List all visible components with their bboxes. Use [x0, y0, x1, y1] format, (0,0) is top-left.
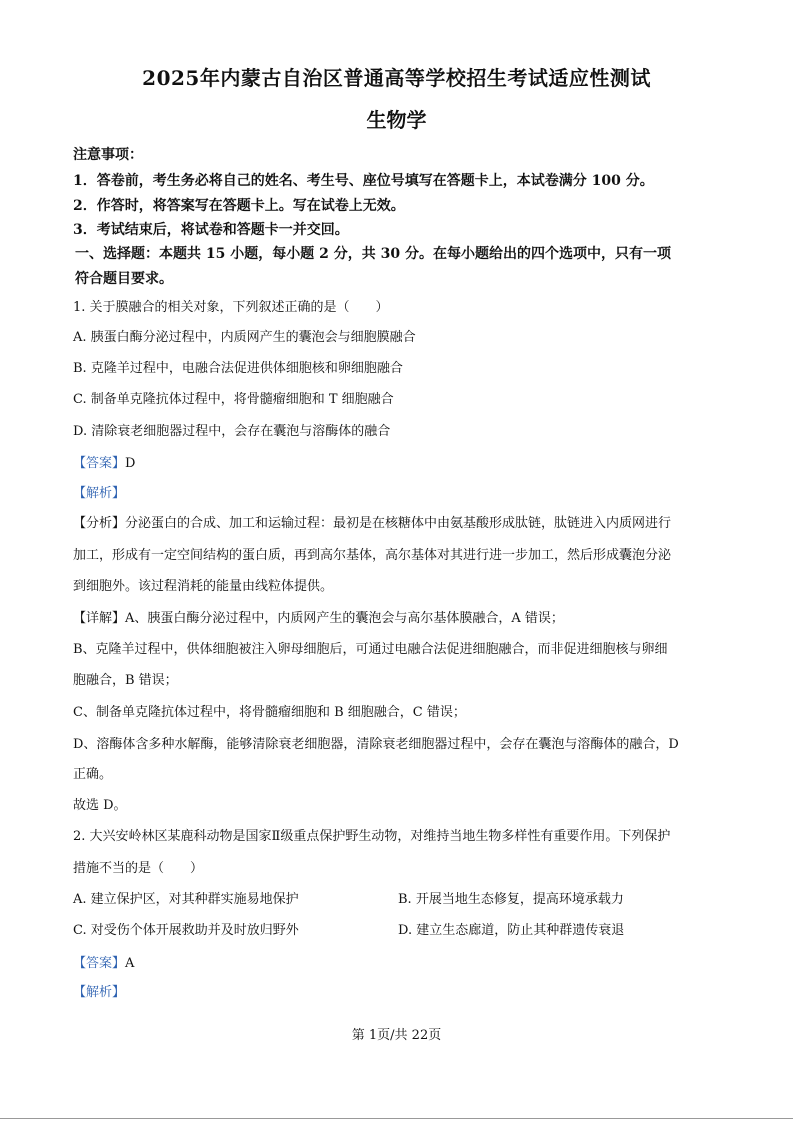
q1-xiangjie-line-2: B、克隆羊过程中，供体细胞被注入卵母细胞后，可通过电融合法促进细胞融合，而非促进细胞核与卵细	[73, 642, 668, 657]
q1-xiangjie-line-3: 胞融合，B 错误；	[73, 673, 178, 688]
q1-stem: 1. 关于膜融合的相关对象，下列叙述正确的是（ ）	[73, 300, 389, 315]
q1-xiangjie-line-4: C、制备单克隆抗体过程中，将骨髓瘤细胞和 B 细胞融合，C 错误；	[73, 705, 466, 720]
q1-fenxi-line-3: 到细胞外。该过程消耗的能量由线粒体提供。	[73, 579, 334, 594]
q1-xiangjie-line-7: 故选 D。	[73, 798, 127, 813]
q1-answer-row	[73, 455, 733, 473]
q2-answer-row	[73, 955, 733, 973]
q2-stem-line-2: 措施不当的是（ ）	[73, 861, 204, 876]
section-heading-line2: 符合题目要求。	[75, 271, 173, 287]
q1-option-b: B. 克隆羊过程中，电融合法促进供体细胞核和卵细胞融合	[73, 361, 403, 376]
q2-option-a: A. 建立保护区，对其种群实施易地保护	[73, 892, 299, 907]
page-bottom-divider	[0, 1118, 793, 1119]
note-item-3: 3．考试结束后，将试卷和答题卡一并交回。	[73, 222, 349, 238]
notes-heading: 注意事项：	[73, 147, 143, 163]
answer-tag: 【答案】	[73, 456, 126, 471]
q1-xiangjie-line-1	[73, 610, 733, 628]
q2-analysis-tag: 【解析】	[73, 985, 126, 1000]
fenxi-text: 分泌蛋白的合成、加工和运输过程：最初是在核糖体中由氨基酸形成肽链，肽链进入内质网进行	[125, 516, 672, 531]
q1-xiangjie-line-6: 正确。	[73, 767, 113, 782]
q2-answer: A	[125, 956, 135, 971]
note-item-2: 2．作答时，将答案写在答题卡上。写在试卷上无效。	[73, 198, 405, 214]
q1-fenxi-line-1	[73, 515, 733, 533]
note-item-1: 1．答卷前，考生务必将自己的姓名、考生号、座位号填写在答题卡上，本试卷满分 100 分。	[73, 173, 654, 189]
section-heading-line1: 一、选择题：本题共 15 小题，每小题 2 分，共 30 分。在每小题给出的四个选项中，只有一项	[75, 246, 671, 262]
q2-option-b: B. 开展当地生态修复，提高环境承载力	[398, 892, 624, 907]
q1-xiangjie-line-5: D、溶酶体含多种水解酶，能够清除衰老细胞器，清除衰老细胞器过程中，会存在囊泡与溶酶体的融合，D	[73, 737, 679, 752]
q1-option-a: A. 胰蛋白酶分泌过程中，内质网产生的囊泡会与细胞膜融合	[73, 330, 416, 345]
xiangjie-tag: 【详解】	[73, 611, 126, 626]
q1-option-d: D. 清除衰老细胞器过程中，会存在囊泡与溶酶体的融合	[73, 424, 391, 439]
answer-tag: 【答案】	[73, 956, 126, 971]
q1-fenxi-line-2: 加工，形成有一定空间结构的蛋白质，再到高尔基体，高尔基体对其进行进一步加工，然后形成囊泡分泌	[73, 548, 672, 563]
q1-option-c: C. 制备单克隆抗体过程中，将骨髓瘤细胞和 T 细胞融合	[73, 392, 394, 407]
q1-analysis-tag: 【解析】	[73, 486, 126, 501]
fenxi-tag: 【分析】	[73, 516, 126, 531]
q2-option-d: D. 建立生态廊道，防止其种群遗传衰退	[398, 923, 625, 938]
xiangjie-text: A、胰蛋白酶分泌过程中，内质网产生的囊泡会与高尔基体膜融合，A 错误；	[125, 611, 564, 626]
q1-answer: D	[125, 456, 136, 471]
page-number: 第 1页/共 22页	[351, 1028, 442, 1043]
q2-option-c: C. 对受伤个体开展救助并及时放归野外	[73, 923, 299, 938]
exam-subject: 生物学	[366, 108, 427, 132]
exam-title: 2025年内蒙古自治区普通高等学校招生考试适应性测试	[142, 66, 651, 90]
q2-stem-line-1: 2. 大兴安岭林区某鹿科动物是国家Ⅱ级重点保护野生动物，对维持当地生物多样性有重要作用。下列保护	[73, 829, 671, 844]
